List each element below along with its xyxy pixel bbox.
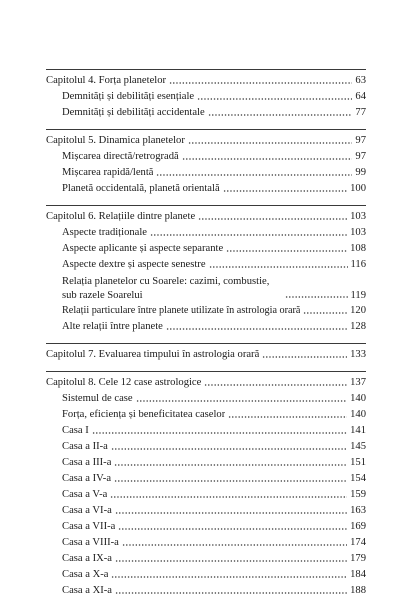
toc-entry: [46, 149, 366, 165]
page-number: 184: [350, 569, 366, 580]
toc-entry: [46, 105, 366, 121]
toc-entry: [46, 181, 366, 197]
entry-title: Casa a VIII-a: [62, 537, 119, 548]
entry-title: Casa a III-a: [62, 457, 112, 468]
entry-title: Sistemul de case: [62, 393, 133, 404]
toc-chapter-7: [46, 343, 366, 363]
toc-entry: [46, 439, 366, 455]
toc-entry: [46, 225, 366, 241]
dot-leader: [166, 327, 347, 331]
toc-entry: [46, 423, 366, 439]
dot-leader: [262, 355, 347, 359]
dot-leader: [110, 495, 347, 499]
dot-leader: [197, 97, 352, 101]
page-number: 97: [355, 135, 366, 146]
page-number: 140: [350, 393, 366, 404]
chapter-title: Capitolul 4. Forța planetelor: [46, 75, 167, 86]
page-number: 120: [350, 305, 366, 316]
dot-leader: [111, 447, 347, 451]
page-number: 188: [350, 585, 366, 596]
toc-entry: [46, 89, 366, 105]
dot-leader: [204, 383, 347, 387]
entry-title: Casa a XI-a: [62, 585, 112, 596]
toc-chapter-8: [46, 371, 366, 599]
page-number: 163: [350, 505, 366, 516]
page-number: 179: [350, 553, 366, 564]
entry-title: Casa a IV-a: [62, 473, 112, 484]
page-number: 133: [350, 349, 366, 360]
page-number: 141: [350, 425, 366, 436]
toc-entry: [46, 551, 366, 567]
entry-title: Casa a VI-a: [62, 505, 112, 516]
toc-entry: [46, 165, 366, 181]
page-number: 145: [350, 441, 366, 452]
page-number: 154: [350, 473, 366, 484]
dot-leader: [182, 157, 353, 161]
page-number: 64: [355, 91, 366, 102]
dot-leader: [114, 463, 347, 467]
dot-leader: [114, 479, 347, 483]
toc-entry: [46, 391, 366, 407]
entry-title: Aspecte aplicante și aspecte separante: [62, 243, 224, 254]
page-number: 77: [355, 107, 366, 118]
dot-leader: [223, 189, 347, 193]
chapter-title: Capitolul 5. Dinamica planetelor: [46, 135, 185, 146]
dot-leader: [156, 173, 352, 177]
page-number: 151: [350, 457, 366, 468]
toc-entry: [46, 455, 366, 471]
toc-entry: [46, 535, 366, 551]
page-number: 116: [350, 259, 366, 270]
dot-leader: [188, 141, 353, 145]
page-number: 99: [355, 167, 366, 178]
toc-entry: [46, 519, 366, 535]
page-number: 103: [350, 227, 366, 238]
page-number: 63: [355, 75, 366, 86]
toc-entry: [46, 407, 366, 423]
toc-entry: [46, 471, 366, 487]
entry-title: Relații particulare între planete utilizate în astrologia orară: [62, 305, 301, 316]
page-number: 140: [350, 409, 366, 420]
toc-entry: [46, 583, 366, 599]
entry-title: Casa a II-a: [62, 441, 108, 452]
toc-chapter-5: [46, 129, 366, 197]
entry-title: Alte relații între planete: [62, 321, 163, 332]
page-number: 100: [350, 183, 366, 194]
entry-title: Casa a VII-a: [62, 521, 116, 532]
dot-leader: [303, 311, 347, 315]
dot-leader: [169, 81, 352, 85]
chapter-title: Capitolul 7. Evaluarea timpului în astrologia orară: [46, 349, 260, 360]
toc-entry: [46, 257, 366, 273]
chapter-title: Capitolul 8. Cele 12 case astrologice: [46, 377, 202, 388]
dot-leader: [115, 591, 347, 595]
dot-leader: [111, 575, 347, 579]
toc-entry: [46, 303, 366, 319]
toc-entry: [46, 567, 366, 583]
entry-title: Aspecte dextre și aspecte senestre: [62, 259, 206, 270]
dot-leader: [122, 543, 347, 547]
page-number: 128: [350, 321, 366, 332]
chapter-title: Capitolul 6. Relațiile dintre planete: [46, 211, 196, 222]
entry-title: Aspecte tradiționale: [62, 227, 148, 238]
page-number: 159: [350, 489, 366, 500]
page-number: 108: [350, 243, 366, 254]
page-number: 119: [350, 290, 366, 301]
dot-leader: [92, 431, 347, 435]
toc-chapter-entry: [46, 375, 366, 391]
dot-leader: [118, 527, 347, 531]
toc-entry: [46, 503, 366, 519]
entry-title: Demnități și debilități accidentale: [62, 107, 205, 118]
entry-title: Casa I: [62, 425, 89, 436]
toc-entry: [46, 273, 366, 303]
dot-leader: [198, 217, 347, 221]
dot-leader: [226, 249, 347, 253]
entry-title: Demnități și debilități esențiale: [62, 91, 195, 102]
entry-title: Mișcarea rapidă/lentă: [62, 167, 154, 178]
dot-leader: [136, 399, 348, 403]
entry-title: Casa a X-a: [62, 569, 109, 580]
entry-title: Mișcarea directă/retrogradă: [62, 151, 179, 162]
page-number: 103: [350, 211, 366, 222]
dot-leader: [209, 265, 348, 269]
toc-chapter-entry: [46, 73, 366, 89]
toc-chapter-entry: [46, 347, 366, 363]
entry-title: Casa a V-a: [62, 489, 108, 500]
dot-leader: [208, 113, 353, 117]
toc-chapter-6: [46, 205, 366, 335]
toc-chapter-4: [46, 69, 366, 121]
dot-leader: [228, 415, 347, 419]
entry-title: Casa a IX-a: [62, 553, 112, 564]
page-number: 137: [350, 377, 366, 388]
entry-title: Relația planetelor cu Soarele: cazimi, combustie, sub razele Soarelui: [62, 276, 270, 301]
dot-leader: [285, 295, 348, 299]
page-number: 174: [350, 537, 366, 548]
toc-chapter-entry: [46, 209, 366, 225]
toc-entry: [46, 241, 366, 257]
dot-leader: [115, 511, 347, 515]
entry-title: Planetă occidentală, planetă orientală: [62, 183, 220, 194]
dot-leader: [115, 559, 347, 563]
toc-entry: [46, 319, 366, 335]
page-number: 169: [350, 521, 366, 532]
dot-leader: [150, 233, 347, 237]
toc-entry: [46, 487, 366, 503]
toc-chapter-entry: [46, 133, 366, 149]
table-of-contents: [46, 69, 366, 599]
entry-title: Forța, eficiența și beneficitatea caselor: [62, 409, 226, 420]
page-number: 97: [355, 151, 366, 162]
